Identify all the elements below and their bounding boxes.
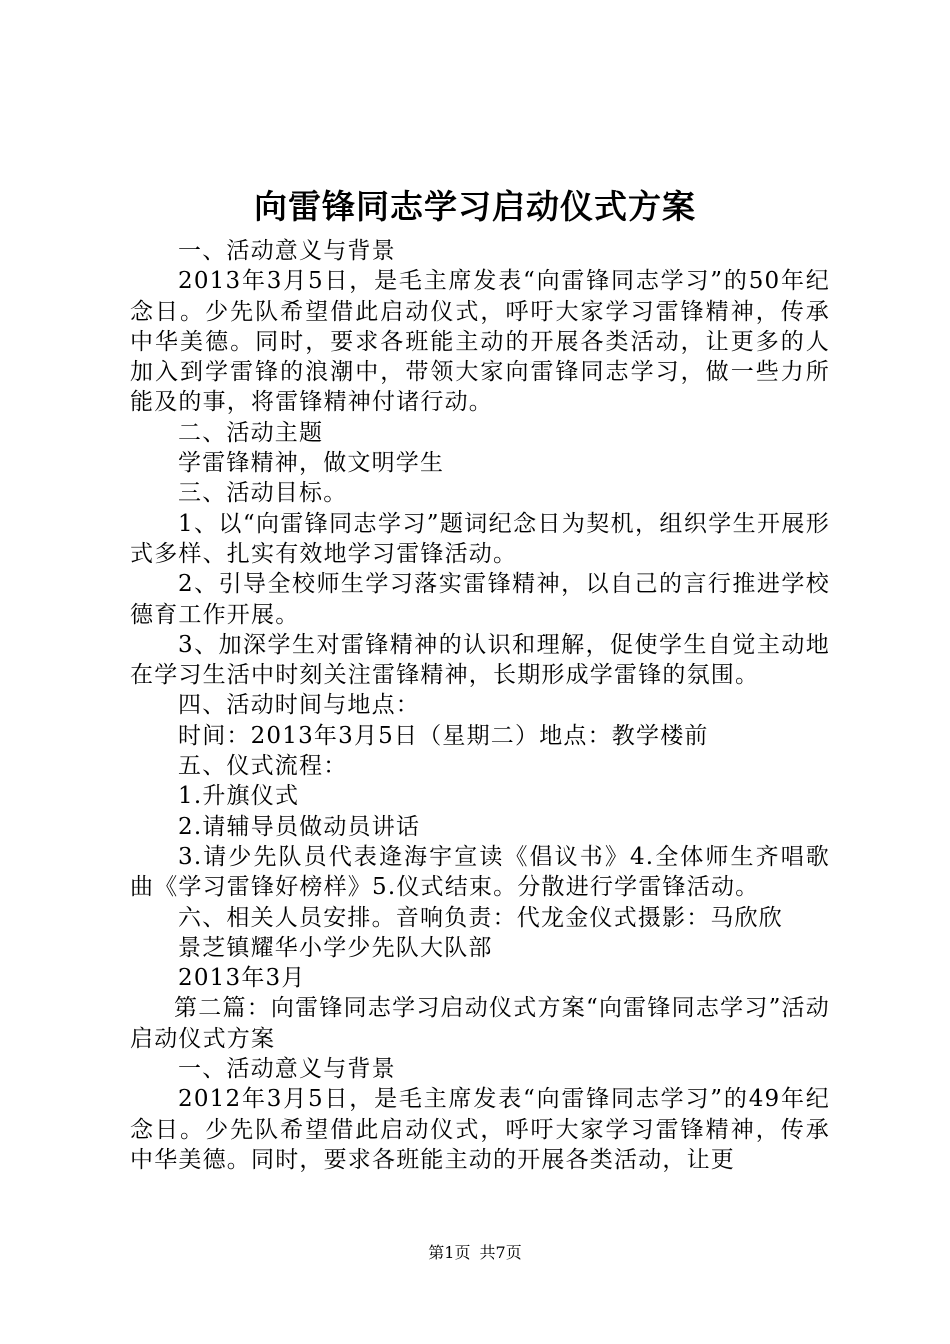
section-heading-theme: 二、活动主题 xyxy=(178,419,324,446)
paragraph-theme: 学雷锋精神，做文明学生 xyxy=(178,450,445,477)
page-footer xyxy=(0,1243,950,1263)
section-heading-procedure: 五、仪式流程： xyxy=(178,753,348,780)
second-part-heading: 第二篇：向雷锋同志学习启动仪式方案“向雷锋同志学习”活动启动仪式方案 xyxy=(130,995,830,1052)
document-body xyxy=(130,236,830,1175)
goal-item-1: 1、以“向雷锋同志学习”题词纪念日为契机，组织学生开展形式多样、扎实有效地学习雷锋活动。 xyxy=(130,510,830,567)
signature-organization: 景芝镇耀华小学少先队大队部 xyxy=(178,934,493,961)
page-number-total: 共7页 xyxy=(479,1243,522,1262)
goal-item-2: 2、引导全校师生学习落实雷锋精神，以自己的言行推进学校德育工作开展。 xyxy=(130,571,830,628)
page-number-current: 第1页 xyxy=(428,1243,471,1262)
section-heading-time-place: 四、活动时间与地点： xyxy=(178,692,420,719)
procedure-item-2: 2.请辅导员做动员讲话 xyxy=(178,813,421,840)
second-part-paragraph: 2012年3月5日，是毛主席发表“向雷锋同志学习”的49年纪念日。少先队希望借此启动仪式，呼吁大家学习雷锋精神，传承中华美德。同时，要求各班能主动的开展各类活动，让更 xyxy=(130,1086,830,1173)
second-part-section-heading: 一、活动意义与背景 xyxy=(178,1056,396,1083)
section-heading-goals: 三、活动目标。 xyxy=(178,480,348,507)
section-heading-background: 一、活动意义与背景 xyxy=(178,238,396,264)
document-title: 向雷锋同志学习启动仪式方案 xyxy=(254,187,696,226)
paragraph-background: 2013年3月5日，是毛主席发表“向雷锋同志学习”的50年纪念日。少先队希望借此启动仪式，呼吁大家学习雷锋精神，传承中华美德。同时，要求各班能主动的开展各类活动，让更多的人加入到学雷锋的浪潮中，带领大家向雷锋同志学习，做一些力所能及的事，将雷锋精神付诸行动。 xyxy=(130,268,830,416)
section-heading-staff: 六、相关人员安排。音响负责：代龙金仪式摄影：马欣欣 xyxy=(178,904,783,931)
signature-date: 2013年3月 xyxy=(178,965,306,992)
paragraph-time-place: 时间：2013年3月5日（星期二）地点：教学楼前 xyxy=(178,722,709,749)
goal-item-3: 3、加深学生对雷锋精神的认识和理解，促使学生自觉主动地在学习生活中时刻关注雷锋精神，长期形成学雷锋的氛围。 xyxy=(130,631,830,689)
procedure-item-3-5: 3.请少先队员代表逄海宇宣读《倡议书》4.全体师生齐唱歌曲《学习雷锋好榜样》5.仪式结束。分散进行学雷锋活动。 xyxy=(130,843,830,901)
procedure-item-1: 1.升旗仪式 xyxy=(178,783,300,810)
